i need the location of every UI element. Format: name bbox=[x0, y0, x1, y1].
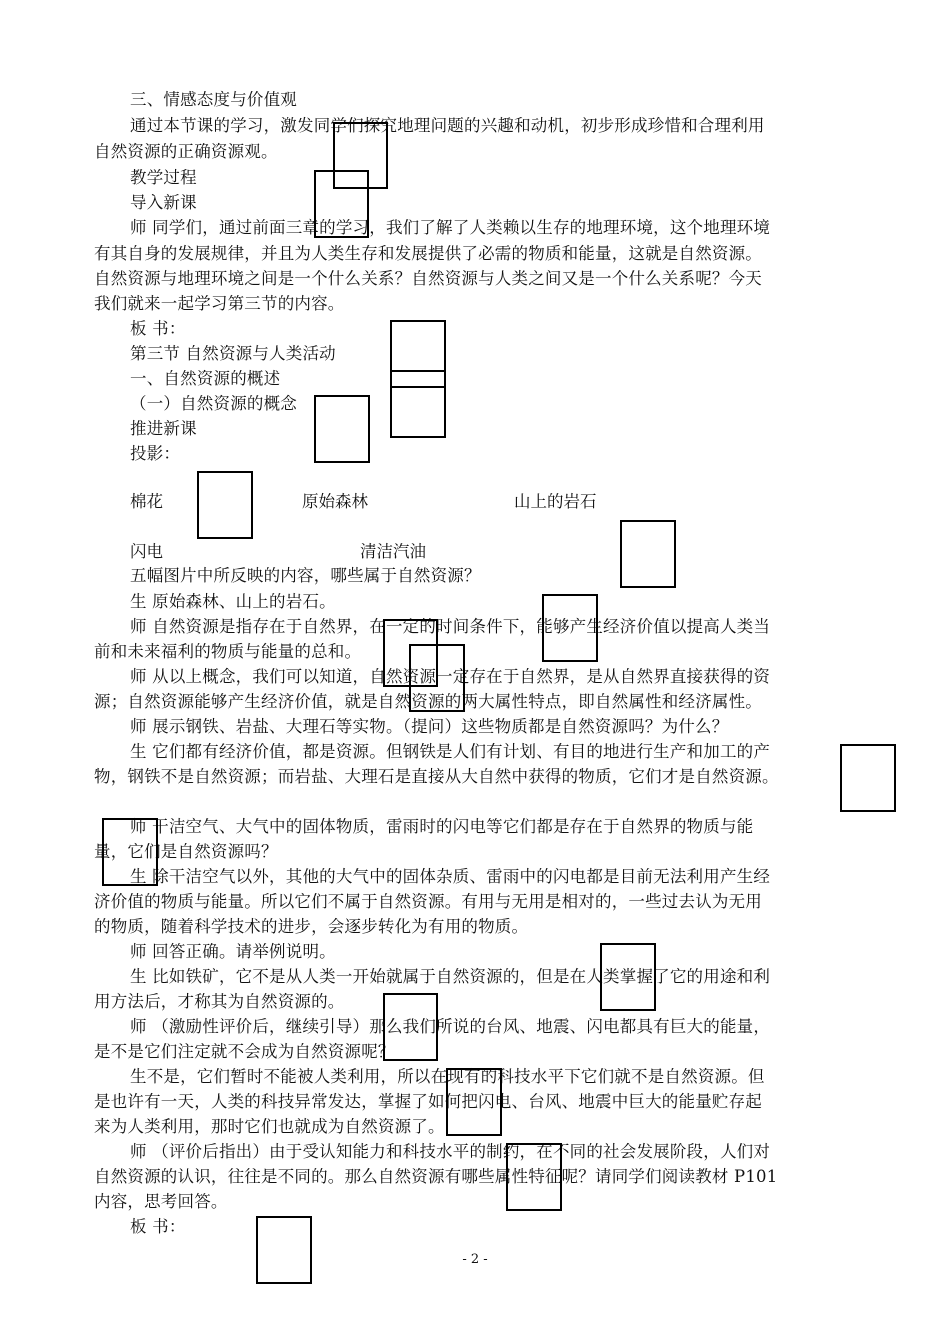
picture-label-gasoline: 清洁汽油 bbox=[360, 542, 426, 561]
text-line: 板 书： bbox=[130, 1217, 186, 1236]
outline-box bbox=[314, 170, 369, 238]
text-line: 师 自然资源是指存在于自然界，在一定的时间条件下，能够产生经济价值以提高人类当 bbox=[130, 617, 771, 636]
text-line: 导入新课 bbox=[130, 193, 197, 212]
text-line: 生 原始森林、山上的岩石。 bbox=[130, 592, 336, 611]
outline-box bbox=[256, 1216, 312, 1284]
text-line: 五幅图片中所反映的内容，哪些属于自然资源？ bbox=[130, 566, 481, 585]
outline-box bbox=[840, 744, 896, 812]
text-line: （一）自然资源的概念 bbox=[130, 394, 297, 413]
text-line: 师 展示钢铁、岩盐、大理石等实物。（提问）这些物质都是自然资源吗？为什么？ bbox=[130, 717, 729, 736]
text-line: 自然资源的正确资源观。 bbox=[94, 142, 278, 161]
text-line: 师 （激励性评价后，继续引导）那么我们所说的台风、地震、闪电都具有巨大的能量， bbox=[130, 1017, 771, 1036]
text-line: 自然资源的认识，往往是不同的。那么自然资源有哪些属性特征呢？请同学们阅读教材 P101 bbox=[94, 1167, 778, 1186]
text-line: 我们就来一起学习第三节的内容。 bbox=[94, 294, 345, 313]
outline-box bbox=[197, 471, 253, 539]
text-line: 一、自然资源的概述 bbox=[130, 369, 281, 388]
picture-label-cotton: 棉花 bbox=[130, 492, 163, 511]
text-line: 用方法后，才称其为自然资源的。 bbox=[94, 992, 345, 1011]
outline-box bbox=[446, 1068, 502, 1136]
section-heading: 三、情感态度与价值观 bbox=[130, 90, 297, 109]
text-line: 师 同学们，通过前面三章的学习，我们了解了人类赖以生存的地理环境，这个地理环境 bbox=[130, 218, 771, 237]
text-line: 生 它们都有经济价值，都是资源。但钢铁是人们有计划、有目的地进行生产和加工的产 bbox=[130, 742, 771, 761]
picture-label-lightning: 闪电 bbox=[130, 542, 163, 561]
text-line: 生不是，它们暂时不能被人类利用，所以在现有的科技水平下它们就不是自然资源。但 bbox=[130, 1067, 765, 1086]
text-line: 生 比如铁矿，它不是从人类一开始就属于自然资源的，但是在人类掌握了它的用途和利 bbox=[130, 967, 771, 986]
text-line: 自然资源与地理环境之间是一个什么关系？自然资源与人类之间又是一个什么关系呢？今天 bbox=[94, 269, 762, 288]
text-line: 师 回答正确。请举例说明。 bbox=[130, 942, 336, 961]
text-line: 有其自身的发展规律，并且为人类生存和发展提供了必需的物质和能量，这就是自然资源。 bbox=[94, 244, 762, 263]
outline-box bbox=[390, 370, 446, 438]
outline-box bbox=[620, 520, 676, 588]
outline-box bbox=[506, 1143, 562, 1211]
outline-box bbox=[600, 943, 656, 1011]
text-line: 的物质，随着科学技术的进步，会逐步转化为有用的物质。 bbox=[94, 917, 529, 936]
outline-box bbox=[314, 395, 370, 463]
text-line: 内容，思考回答。 bbox=[94, 1192, 228, 1211]
text-line: 师 干洁空气、大气中的固体物质，雷雨时的闪电等它们都是存在于自然界的物质与能 bbox=[130, 817, 754, 836]
text-line: 来为人类利用，那时它们也就成为自然资源了。 bbox=[94, 1117, 445, 1136]
text-line: 推进新课 bbox=[130, 419, 197, 438]
text-line: 投影： bbox=[130, 444, 181, 463]
text-line: 通过本节课的学习，激发同学们探究地理问题的兴趣和动机，初步形成珍惜和合理利用 bbox=[130, 116, 765, 135]
text-line: 教学过程 bbox=[130, 168, 197, 187]
text-line: 是不是它们注定就不会成为自然资源呢？ bbox=[94, 1042, 395, 1061]
text-line: 生 除干洁空气以外，其他的大气中的固体杂质、雷雨中的闪电都是目前无法利用产生经 bbox=[130, 867, 771, 886]
text-line: 源；自然资源能够产生经济价值，就是自然资源的两大属性特点，即自然属性和经济属性。 bbox=[94, 692, 762, 711]
outline-box bbox=[542, 594, 598, 662]
picture-label-forest: 原始森林 bbox=[302, 492, 368, 511]
text-line: 第三节 自然资源与人类活动 bbox=[130, 344, 336, 363]
outline-box bbox=[102, 818, 158, 886]
text-line: 物，钢铁不是自然资源；而岩盐、大理石是直接从大自然中获得的物质，它们才是自然资源。 bbox=[94, 767, 779, 786]
text-line: 师 从以上概念，我们可以知道，自然资源一定存在于自然界，是从自然界直接获得的资 bbox=[130, 667, 771, 686]
text-line: 济价值的物质与能量。所以它们不属于自然资源。有用与无用是相对的，一些过去认为无用 bbox=[94, 892, 762, 911]
text-line: 是也许有一天，人类的科技异常发达，掌握了如何把闪电、台风、地震中巨大的能量贮存起 bbox=[94, 1092, 762, 1111]
text-line: 量，它们是自然资源吗？ bbox=[94, 842, 278, 861]
outline-box bbox=[409, 644, 465, 712]
text-line: 板 书： bbox=[130, 319, 186, 338]
outline-box bbox=[383, 993, 438, 1061]
text-line: 前和未来福利的物质与能量的总和。 bbox=[94, 642, 362, 661]
page-number: - 2 - bbox=[462, 1252, 488, 1267]
text-line: 师 （评价后指出）由于受认知能力和科技水平的制约，在不同的社会发展阶段，人们对 bbox=[130, 1142, 771, 1161]
picture-label-rock: 山上的岩石 bbox=[514, 492, 597, 511]
